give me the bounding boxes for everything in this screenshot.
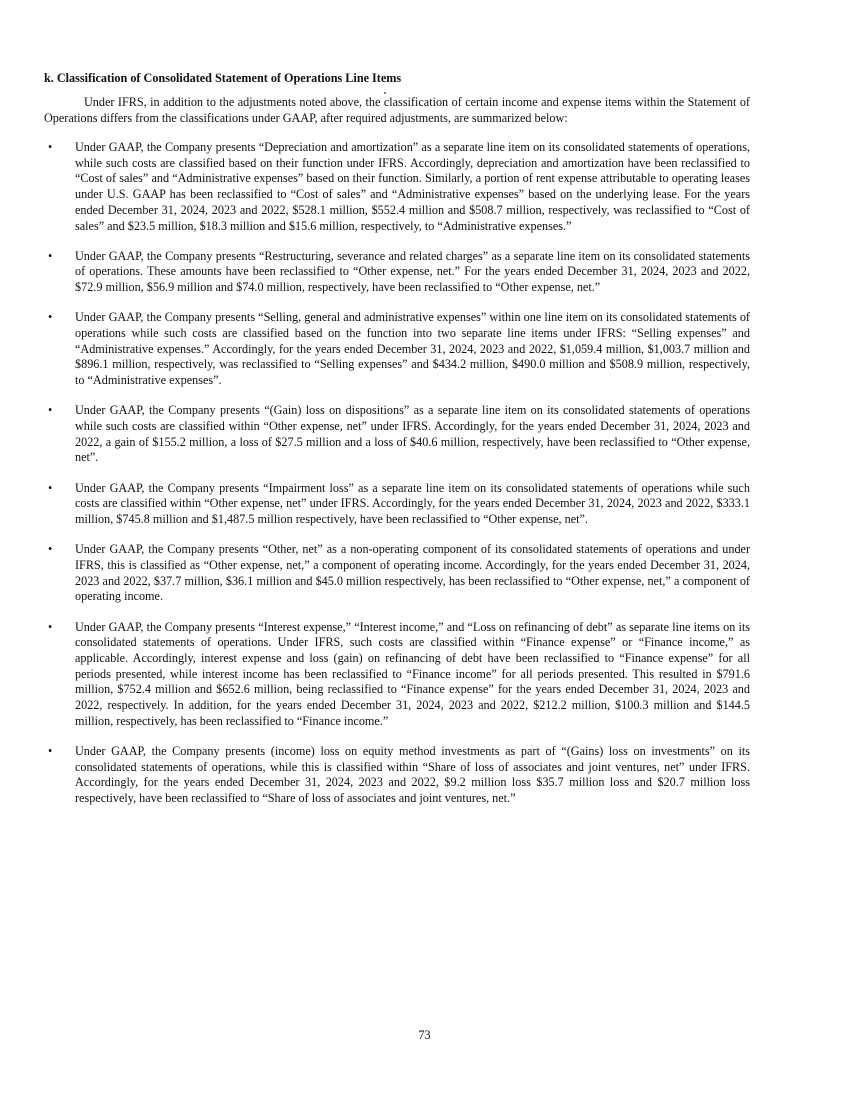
bullet-text: Under GAAP, the Company presents “Interest expense,” “Interest income,” and “Loss on refinancing of debt” as separate line items on its consolidated statements of operations. Under IFRS, such costs are classified within “Finance expense” or “Finance income,” as applicable. Accordingly, interest expense and loss (gain) on refinancing of debt have been reclassified to “Finance expense” for all periods presented, while interest income has been reclassified to “Finance income” for all periods presented. This resulted in $791.6 million, $752.4 million and $652.6 million, being reclassified to “Finance expense” for the years ended December 31, 2024, 2023 and 2022, respectively. In addition, for the years ended December 31, 2024, 2023 and 2022, $212.2 million, $100.3 million and $144.5 million, respectively, has been reclassified to “Finance income.” bbox=[75, 619, 750, 728]
bullet-item-dispositions bbox=[44, 403, 750, 466]
bullet-item-interest bbox=[44, 620, 750, 730]
bullet-icon: • bbox=[48, 619, 53, 634]
bullet-item-restructuring bbox=[44, 249, 750, 296]
bullet-item-equity-method bbox=[44, 744, 750, 807]
bullet-text: Under GAAP, the Company presents “Impairment loss” as a separate line item on its consolidated statements of operations while such costs are classified within “Other expense, net” under IFRS. Accordingly, for the years ended December 31, 2024, 2023 and 2022, $333.1 million, $745.8 million and $1,487.5 million respectively, have been reclassified to “Other expense, net”. bbox=[75, 480, 750, 527]
bullet-icon: • bbox=[48, 248, 53, 263]
bullet-item-impairment bbox=[44, 481, 750, 528]
bullet-icon: • bbox=[48, 542, 53, 557]
bullet-icon: • bbox=[48, 480, 53, 495]
intro-paragraph: Under IFRS, in addition to the adjustments noted above, the classification of certain income and expense items within the Statement of Operations differs from the classifications under GAAP, after required adjustments, are summarized below: bbox=[44, 95, 750, 125]
bullet-icon: • bbox=[48, 310, 53, 325]
bullet-icon: • bbox=[48, 140, 53, 154]
page-number: 73 bbox=[418, 1028, 431, 1042]
bullet-text: Under GAAP, the Company presents (income) loss on equity method investments as part of “(Gains) loss on investments” on its consolidated statements of operations, while this is classified within “Share of loss of associates and joint ventures, net” under IFRS. Accordingly, for the years ended December 31, 2024, 2023 and 2022, $9.2 million loss $35.7 million loss and $20.7 million loss respectively, have been reclassified to “Share of loss of associates and joint ventures, net.” bbox=[75, 744, 750, 806]
bullet-text: Under GAAP, the Company presents “(Gain) loss on dispositions” as a separate line item on its consolidated statements of operations while such costs are classified within “Other expense, net” under IFRS. Accordingly, for the years ended December 31, 2024, 2023 and 2022, a gain of $155.2 million, a loss of $27.5 million and a loss of $40.6 million, respectively, have been reclassified to “Other expense, net”. bbox=[75, 403, 750, 465]
document-page bbox=[44, 70, 750, 821]
bullet-list bbox=[44, 140, 750, 807]
bullet-icon: • bbox=[48, 403, 53, 418]
bullet-text: Under GAAP, the Company presents “Restructuring, severance and related charges” as a separate line item on its consolidated statements of operations. These amounts have been reclassified to “Other expense, net.” For the years ended December 31, 2024, 2023 and 2022, $72.9 million, $56.9 million and $74.0 million, respectively, have been reclassified to “Other expense, net.” bbox=[75, 248, 750, 295]
bullet-item-sga bbox=[44, 310, 750, 389]
section-heading: k. Classification of Consolidated Statement of Operations Line Items bbox=[44, 71, 402, 85]
bullet-text: Under GAAP, the Company presents “Selling, general and administrative expenses” within one line item on its consolidated statements of operations while such costs are classified based on the function into two separate line items under IFRS: “Selling expenses” and “Administrative expenses.” Accordingly, for the years ended December 31, 2024, 2023 and 2022, $1,059.4 million, $1,003.7 million and $896.1 million, respectively, was reclassified to “Selling expenses” and $434.2 million, $490.0 million and $508.9 million, respectively, to “Administrative expenses”. bbox=[75, 310, 750, 388]
bullet-item-other-net bbox=[44, 542, 750, 605]
bullet-text: Under GAAP, the Company presents “Depreciation and amortization” as a separate line item on its consolidated statements of operations, while such costs are classified based on their function under IFRS. Accordingly, depreciation and amortization have been reclassified to “Cost of sales” and “Administrative expenses” based on their function. Similarly, a portion of rent expense attributable to operating leases under U.S. GAAP has been reclassified to “Cost of sales” and “Administrative expenses” based on the underlying lease. For the years ended December 31, 2024, 2023 and 2022, $528.1 million, $552.4 million and $508.7 million, respectively, was reclassified to “Cost of sales” and $23.5 million, $18.3 million and $15.6 million, respectively, to “Administrative expenses.” bbox=[75, 140, 750, 233]
bullet-item-depreciation bbox=[44, 140, 750, 234]
bullet-icon: • bbox=[48, 744, 53, 758]
bullet-text: Under GAAP, the Company presents “Other, net” as a non-operating component of its consolidated statements of operations and under IFRS, this is classified as “Other expense, net,” a component of operating income. Accordingly, for the years ended December 31, 2024, 2023 and 2022, $37.7 million, $36.1 million and $45.0 million respectively, has been reclassified to “Other expense, net,” a component of operating income. bbox=[75, 542, 750, 604]
